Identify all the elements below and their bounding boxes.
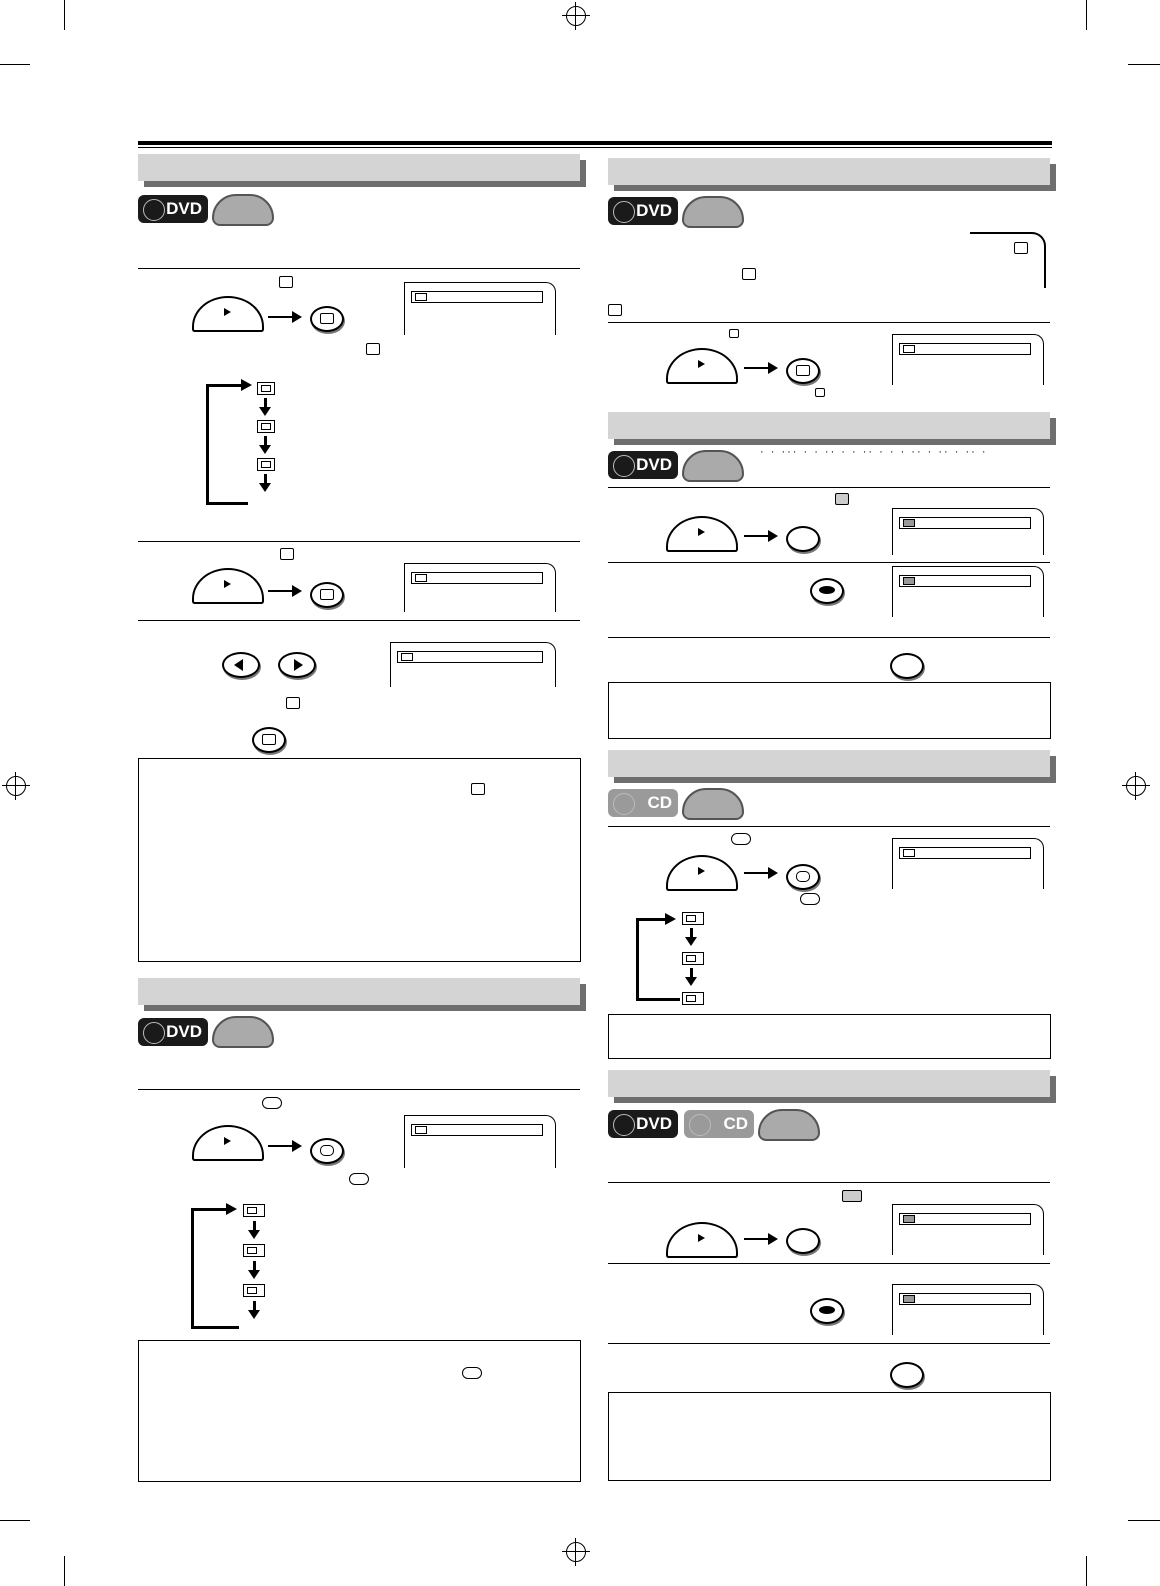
play-button-illustration	[192, 1125, 264, 1161]
audio-icon	[349, 1173, 369, 1185]
picture-icon	[903, 577, 915, 585]
audio-icon	[320, 1145, 334, 1156]
camera-icon	[796, 365, 810, 376]
audio-icon	[462, 1367, 482, 1379]
disc-icon	[613, 1114, 635, 1136]
surround-button	[786, 1228, 820, 1254]
disc-icon	[689, 1114, 711, 1136]
divider	[138, 620, 580, 621]
page-top-rule	[138, 141, 1052, 145]
subtitle-button	[310, 306, 344, 332]
osd-screen	[892, 334, 1044, 385]
enter-button	[810, 578, 844, 604]
cycle-loop	[206, 384, 209, 504]
arrow-down	[690, 968, 693, 978]
dvd-badge-label: DVD	[636, 201, 672, 220]
arrow-down	[253, 1221, 256, 1231]
camera-icon	[815, 388, 825, 397]
cd-badge-label: CD	[647, 793, 672, 812]
divider	[608, 562, 1050, 563]
subtitle-button	[310, 582, 344, 608]
remote-icon	[212, 1016, 274, 1048]
osd-bar	[899, 1213, 1031, 1225]
enter-oval-icon	[819, 586, 835, 594]
divider	[608, 1343, 1050, 1344]
divider	[138, 1089, 580, 1090]
disc-icon	[143, 199, 165, 221]
osd-bar	[411, 291, 543, 303]
osd-bar	[899, 847, 1031, 859]
disc-icon	[613, 793, 635, 815]
osd-screen	[892, 1284, 1044, 1335]
angle-callout-bracket	[970, 232, 1046, 288]
osd-screen	[892, 838, 1044, 889]
osd-screen	[892, 508, 1044, 555]
left-button	[222, 652, 260, 678]
arrow-down	[264, 436, 267, 446]
section-header-cd-audio	[608, 750, 1050, 777]
cycle-arrow	[206, 384, 242, 387]
audio-icon	[243, 1204, 265, 1217]
subtitle-icon	[401, 653, 413, 661]
cycle-loop	[636, 918, 639, 1000]
arrow-down	[253, 1261, 256, 1271]
cd-badge	[608, 789, 678, 817]
registration-mark-top	[566, 6, 586, 26]
dvd-badge-label: DVD	[636, 1114, 672, 1133]
arrow-right	[744, 1238, 770, 1240]
osd-screen	[404, 563, 556, 612]
crop-mark	[1128, 1520, 1160, 1521]
note-box	[608, 682, 1051, 739]
camera-icon	[903, 345, 915, 353]
section-header-subtitle	[138, 154, 580, 181]
audio-icon	[415, 1126, 427, 1134]
subtitle-icon	[262, 734, 276, 745]
divider	[608, 1182, 1050, 1183]
section-header-virtual-surround	[608, 1070, 1050, 1097]
subtitle-icon	[257, 420, 275, 433]
picture-icon	[835, 493, 849, 505]
right-triangle-icon	[294, 659, 303, 671]
crop-mark	[64, 1556, 65, 1586]
audio-icon	[903, 849, 915, 857]
audio-icon	[800, 893, 820, 905]
camera-icon	[742, 268, 756, 280]
picture-icon	[903, 519, 915, 527]
right-button	[278, 652, 316, 678]
crop-mark	[1086, 0, 1087, 30]
note-box	[608, 1014, 1051, 1059]
dvd-badge-label: DVD	[166, 1022, 202, 1041]
picture-button	[786, 526, 820, 552]
remote-icon	[758, 1109, 820, 1141]
divider	[608, 1263, 1050, 1264]
osd-bar	[899, 1293, 1031, 1305]
angle-button	[786, 358, 820, 384]
osd-bar	[411, 1124, 543, 1136]
dvd-badge-label: DVD	[636, 455, 672, 474]
section-header-camera-angle	[608, 158, 1050, 185]
subtitle-button	[252, 727, 286, 753]
arrow-right	[744, 535, 770, 537]
camera-icon	[608, 304, 622, 316]
audio-icon	[243, 1284, 265, 1297]
subtitle-icon	[286, 697, 300, 709]
osd-bar	[397, 651, 543, 663]
registration-mark-left	[6, 776, 26, 796]
cycle-loop	[636, 998, 680, 1001]
osd-bar	[411, 572, 543, 584]
subtitle-icon	[257, 458, 275, 471]
arrow-right	[268, 316, 294, 318]
divider	[138, 541, 580, 542]
dvd-badge-label: DVD	[166, 199, 202, 218]
audio-button	[310, 1138, 344, 1164]
section-header-audio-language	[138, 978, 580, 1005]
subtitle-icon	[366, 343, 380, 355]
note-box	[138, 1340, 581, 1482]
cycle-loop	[191, 1326, 239, 1329]
subtitle-icon	[320, 589, 334, 600]
remote-icon	[682, 196, 744, 228]
arrow-right	[268, 1145, 294, 1147]
crop-mark	[0, 64, 30, 65]
remote-icon	[682, 788, 744, 820]
osd-screen	[404, 1115, 556, 1168]
surround-icon	[903, 1215, 915, 1223]
dvd-badge	[608, 1110, 678, 1138]
camera-icon	[729, 329, 739, 338]
audio-icon	[682, 952, 704, 965]
arrow-right	[744, 367, 770, 369]
surround-icon	[842, 1190, 862, 1202]
cd-badge	[684, 1110, 754, 1138]
dvd-badge	[138, 1018, 208, 1046]
return-button	[890, 653, 924, 679]
note-box	[138, 758, 581, 962]
arrow-down	[253, 1301, 256, 1311]
remote-icon	[212, 194, 274, 226]
cycle-arrow	[636, 918, 666, 921]
disc-icon	[613, 201, 635, 223]
osd-screen	[404, 282, 556, 335]
play-button-illustration	[192, 296, 264, 332]
dvd-badge	[608, 451, 678, 479]
audio-icon	[682, 912, 704, 925]
divider	[608, 826, 1050, 827]
arrow-down	[264, 398, 267, 408]
arrow-right	[268, 590, 294, 592]
osd-bar	[899, 575, 1031, 587]
crop-mark	[64, 0, 65, 30]
registration-mark-bottom	[566, 1542, 586, 1562]
enter-oval-icon	[819, 1306, 835, 1314]
note-box	[608, 1392, 1051, 1481]
play-button-illustration	[666, 855, 738, 891]
return-button	[890, 1362, 924, 1388]
audio-button	[786, 864, 820, 890]
subtitle-icon	[257, 382, 275, 395]
subtitle-icon	[279, 276, 293, 288]
arrow-down	[264, 474, 267, 484]
surround-icon	[903, 1295, 915, 1303]
osd-bar	[899, 517, 1031, 529]
dvd-badge	[608, 197, 678, 225]
play-button-illustration	[192, 568, 264, 604]
play-button-illustration	[666, 348, 738, 384]
osd-bar	[899, 343, 1031, 355]
cycle-loop	[206, 502, 248, 505]
subtitle-icon	[471, 783, 485, 795]
arrow-right	[744, 872, 770, 874]
audio-icon	[731, 833, 751, 845]
divider	[608, 487, 1050, 488]
dvd-badge	[138, 195, 208, 223]
divider	[138, 268, 580, 269]
camera-icon	[1014, 242, 1028, 254]
arrow-down	[690, 928, 693, 938]
crop-mark	[0, 1520, 30, 1521]
section-header-picture-setting	[608, 412, 1050, 439]
audio-icon	[796, 871, 810, 882]
registration-mark-right	[1126, 776, 1146, 796]
intro-text-partial: · · ··· · · ·· · · ·· · · · ·· · ·· · ·· ·	[760, 446, 988, 458]
subtitle-icon	[320, 313, 334, 324]
left-triangle-icon	[234, 659, 243, 671]
osd-screen	[892, 566, 1044, 617]
disc-icon	[613, 455, 635, 477]
osd-screen	[892, 1204, 1044, 1255]
audio-icon	[243, 1244, 265, 1257]
cycle-arrow	[191, 1208, 227, 1211]
cycle-loop	[191, 1208, 194, 1328]
divider	[608, 322, 1050, 323]
crop-mark	[1086, 1556, 1087, 1586]
subtitle-icon	[280, 548, 294, 560]
audio-icon	[682, 992, 704, 1005]
cd-badge-label: CD	[723, 1114, 748, 1133]
play-button-illustration	[666, 1222, 738, 1258]
divider	[608, 637, 1050, 638]
enter-button	[810, 1298, 844, 1324]
osd-screen	[390, 642, 556, 687]
play-button-illustration	[666, 516, 738, 552]
crop-mark	[1128, 64, 1160, 65]
audio-icon	[262, 1097, 282, 1109]
subtitle-icon	[415, 574, 427, 582]
disc-icon	[143, 1022, 165, 1044]
subtitle-icon	[415, 293, 427, 301]
remote-icon	[682, 450, 744, 482]
page-top-rule-thin	[138, 147, 1052, 148]
